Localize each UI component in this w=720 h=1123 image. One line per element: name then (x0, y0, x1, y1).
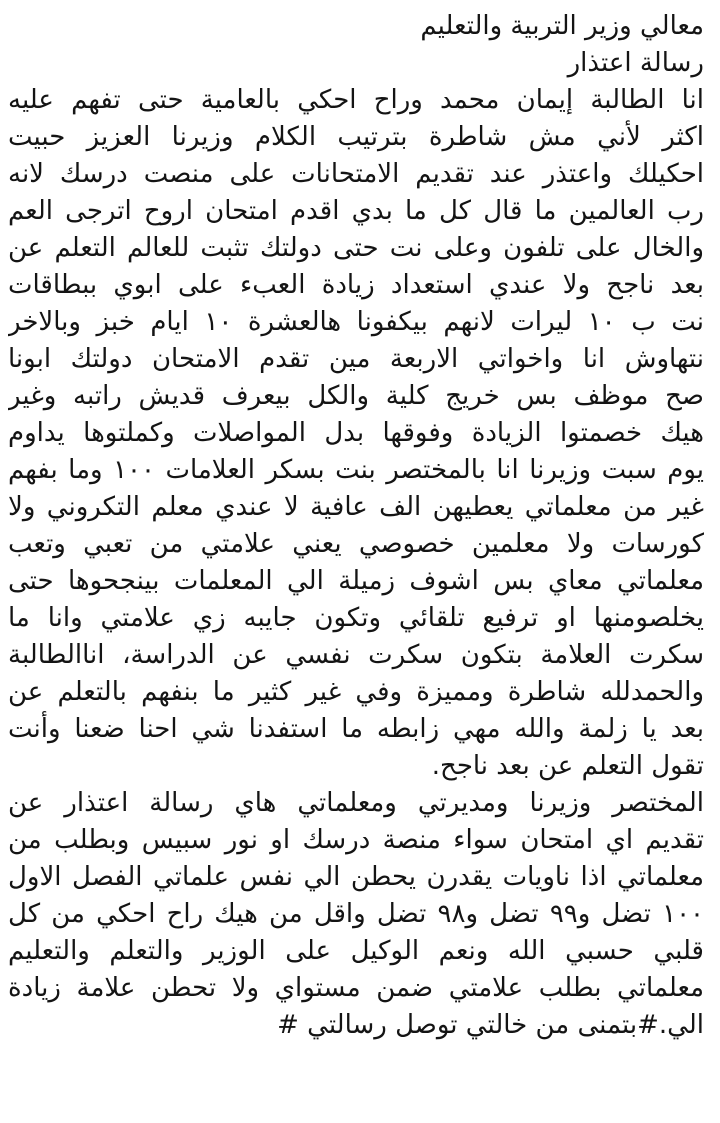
text-line: بعد ناجح ولا عندي استعداد زيادة العبء على ابوي ببطاقات (8, 270, 704, 300)
text-line: هيك خصمتوا الزيادة وفوقها بدل المواصلات وكملتوها يداوم (8, 418, 704, 448)
text-line: صح موظف بس خريج كلية والكل بيعرف قديش راتبه وغير (8, 381, 704, 411)
text-line: نتهاوش انا واخواتي الاربعة مين تقدم الامتحان دولتك ابونا (8, 344, 704, 374)
text-line: رب العالمين ما قال كل ما بدي اقدم امتحان اروح اترجى العم (8, 196, 704, 226)
text-line: اكثر لأني مش شاطرة بترتيب الكلام وزيرنا العزيز حبيت (8, 122, 704, 152)
text-line: والحمدلله شاطرة ومميزة وفي غير كثير ما بنفهم بالتعلم عن (8, 677, 704, 707)
text-line: يخلصومنها او ترفيع تلقائي وتكون جايبه زي علامتي وانا ما (8, 603, 704, 633)
text-line: معلماتي اذا ناويات يقدرن يحطن الي نفس علماتي الفصل الاول (8, 862, 704, 892)
text-line: والخال على تلفون وعلى نت حتى دولتك تثبت للعالم التعلم عن (8, 233, 704, 263)
text-line: بعد يا زلمة والله مهي زابطه ما استفدنا شي احنا ضعنا وأنت (8, 714, 704, 744)
text-line: يوم سبت وزيرنا انا بالمختصر بنت بسكر العلامات ١٠٠ وما بفهم (8, 455, 704, 485)
text-line: تقول التعلم عن بعد ناجح. (431, 751, 704, 781)
text-line: قلبي حسبي الله ونعم الوكيل على الوزير والتعلم والتعليم (8, 936, 704, 966)
text-line: احكيلك واعتذر عند تقديم الامتحانات على منصت درسك لانه (8, 159, 704, 189)
text-line: انا الطالبة إيمان محمد وراح احكي بالعامية حتى تفهم عليه (8, 85, 704, 115)
text-line: ١٠٠ تضل و٩٩ تضل و٩٨ تضل واقل من هيك راح احكي من كل (8, 899, 704, 929)
text-line: معلماتي معاي بس اشوف زميلة الي المعلمات بينجحوها حتى (8, 566, 704, 596)
letter-title: معالي وزير التربية والتعليم (420, 11, 704, 41)
text-line: المختصر وزيرنا ومديرتي ومعلماتي هاي رسالة اعتذار عن (8, 788, 704, 818)
text-line: نت ب ١٠ ليرات لانهم بيكفونا هالعشرة ١٠ ايام خبز وبالاخر (8, 307, 704, 337)
text-line: سكرت العلامة بتكون سكرت نفسي عن الدراسة، اناالطالبة (8, 640, 704, 670)
text-line: تقديم اي امتحان سواء منصة درسك او نور سبيس وبطلب من (8, 825, 704, 855)
text-line: غير من معلماتي يعطيهن الف عافية لا عندي معلم التكروني ولا (8, 492, 704, 522)
letter-subject: رسالة اعتذار (567, 48, 704, 78)
text-line: معلماتي بطلب علامتي ضمن مستواي ولا تحطن علامة زيادة (8, 973, 704, 1003)
text-line: كورسات ولا معلمين خصوصي يعني علامتي من تعبي وتعب (8, 529, 704, 559)
closing-hashtag-line: الي.#بتمنى من خالتي توصل رسالتي # (277, 1010, 704, 1040)
